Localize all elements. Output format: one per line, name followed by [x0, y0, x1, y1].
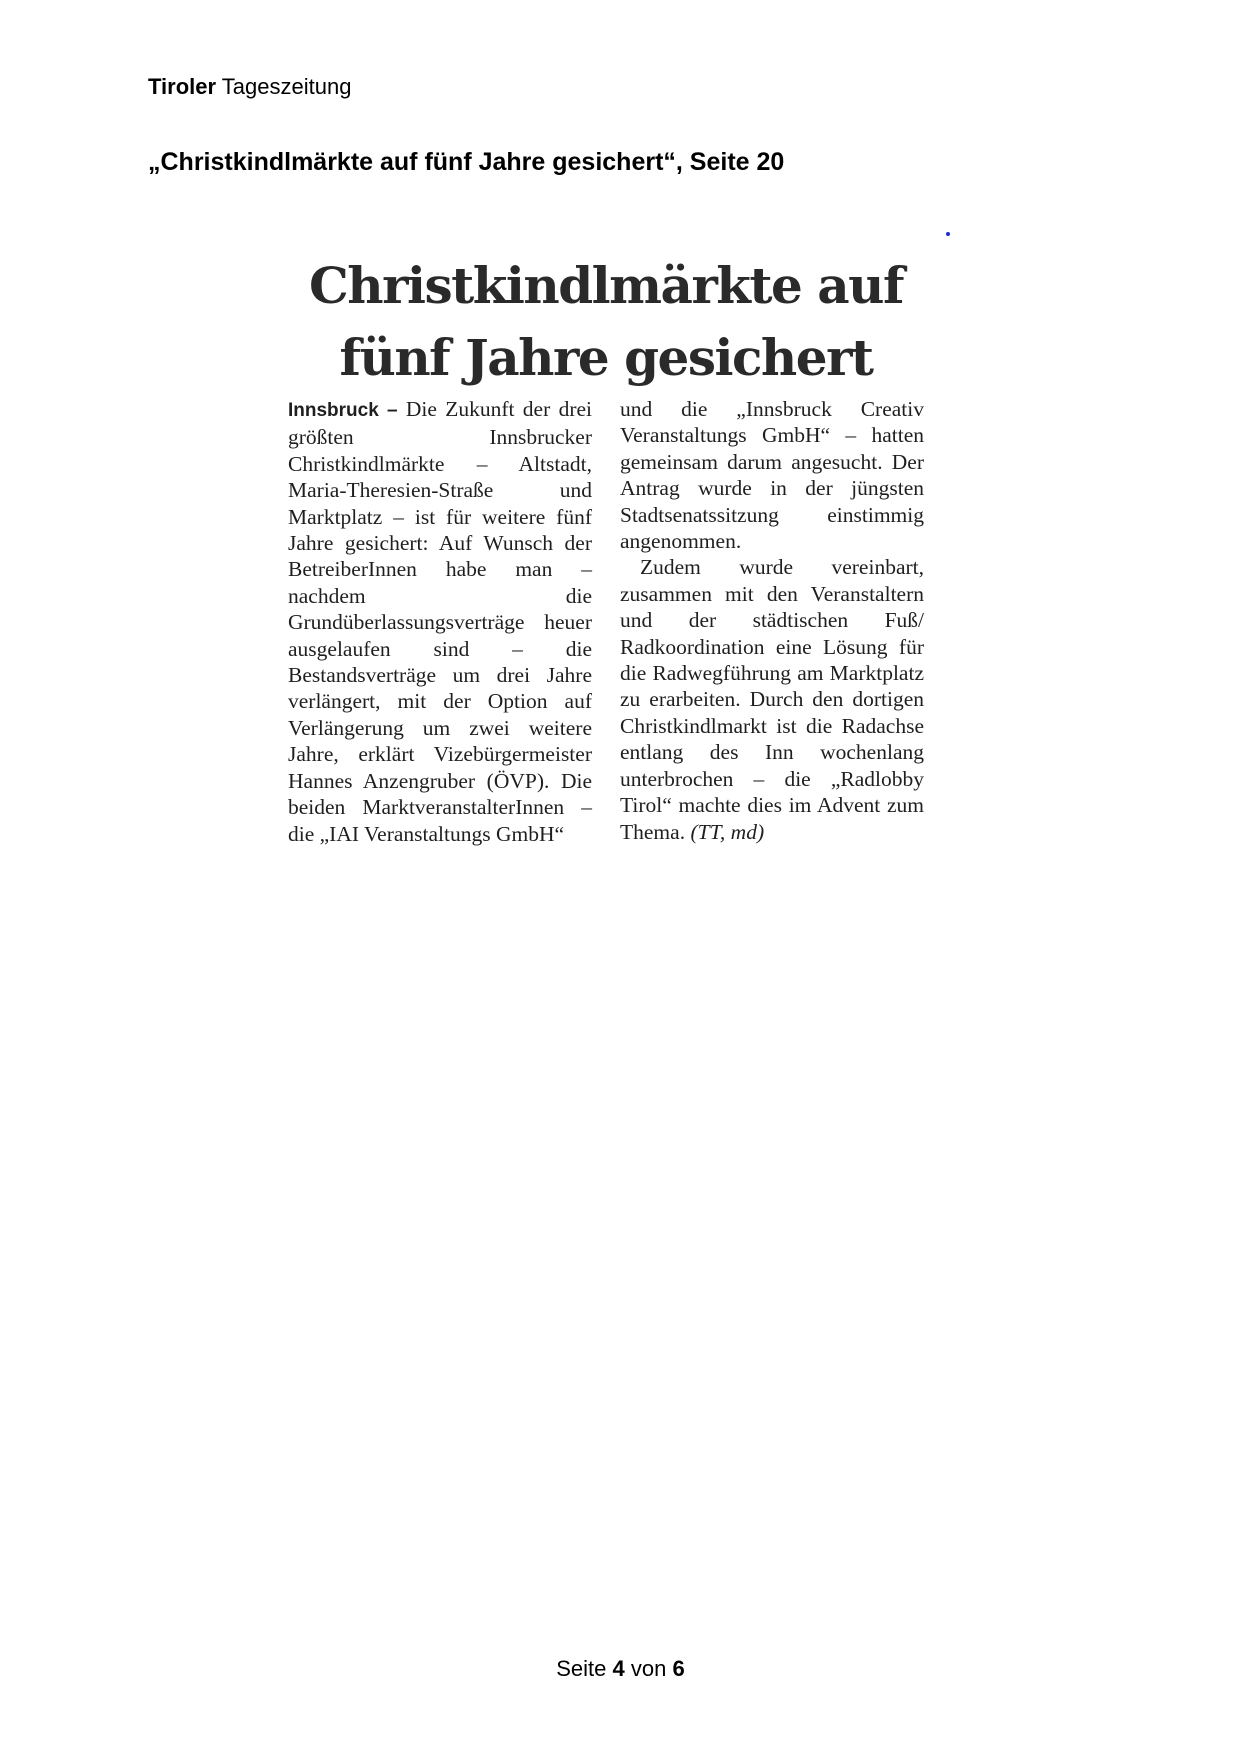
page-label: Seite	[556, 1656, 607, 1681]
scan-dot-mark	[946, 232, 950, 236]
article-body-text: Zudem wurde vereinbart, zusammen mit den Veranstaltern und der städtischen Fuß/ Radkoordination eine Lösung für die Radwegführung am Marktplatz zu erarbeiten. Durch den dortigen Christkindlmarkt ist die Radachse entlang des Inn wochenlang unterbrochen – die „Radlobby Tirol“ machte dies im Advent zum Thema.	[620, 555, 924, 844]
page-of-label: von	[630, 1656, 667, 1681]
page-number	[0, 1656, 1241, 1682]
article-headline	[288, 250, 924, 394]
article-paragraph: und die „Innsbruck Creativ Veranstaltungs GmbH“ – hatten gemeinsam darum angesucht. Der Antrag wurde in der jüngsten Stadtsenatssitzung einstimmig angenommen.	[620, 397, 924, 554]
article-paragraph	[288, 396, 592, 847]
article-signature: (TT, md)	[690, 819, 765, 844]
page-current: 4	[612, 1656, 625, 1681]
article-column-2	[620, 396, 924, 847]
article-column-1	[288, 396, 592, 847]
headline-line-2: fünf Jahre gesichert	[339, 328, 873, 387]
article-columns	[288, 396, 924, 847]
article-dateline: Innsbruck –	[288, 400, 398, 421]
headline-line-1: Christkindlmärkte auf	[308, 256, 904, 315]
article-body-text: Die Zukunft der drei größten Innsbrucker Christkindlmärkte – Altstadt, Maria-Theresien-Straße und Marktplatz – ist für weitere fünf Jahre gesichert: Auf Wunsch der BetreiberInnen habe man – nachdem die Grundüberlassungsverträge heuer ausgelaufen sind – die Bestandsverträge um drei Jahre verlängert, mit der Option auf Verlängerung um zwei weitere Jahre, erklärt Vizebürgermeister Hannes Anzengruber (ÖVP). Die beiden MarktveranstalterInnen – die „IAI Veranstaltungs GmbH“	[288, 397, 592, 846]
publication-name-rest: Tageszeitung	[221, 74, 352, 99]
newspaper-clipping	[288, 250, 924, 880]
page-total: 6	[672, 1656, 685, 1681]
publication-name	[148, 74, 351, 100]
article-paragraph	[620, 554, 924, 844]
publication-name-bold: Tiroler	[148, 74, 217, 99]
clipping-title: „Christkindlmärkte auf fünf Jahre gesichert“, Seite 20	[148, 148, 785, 176]
